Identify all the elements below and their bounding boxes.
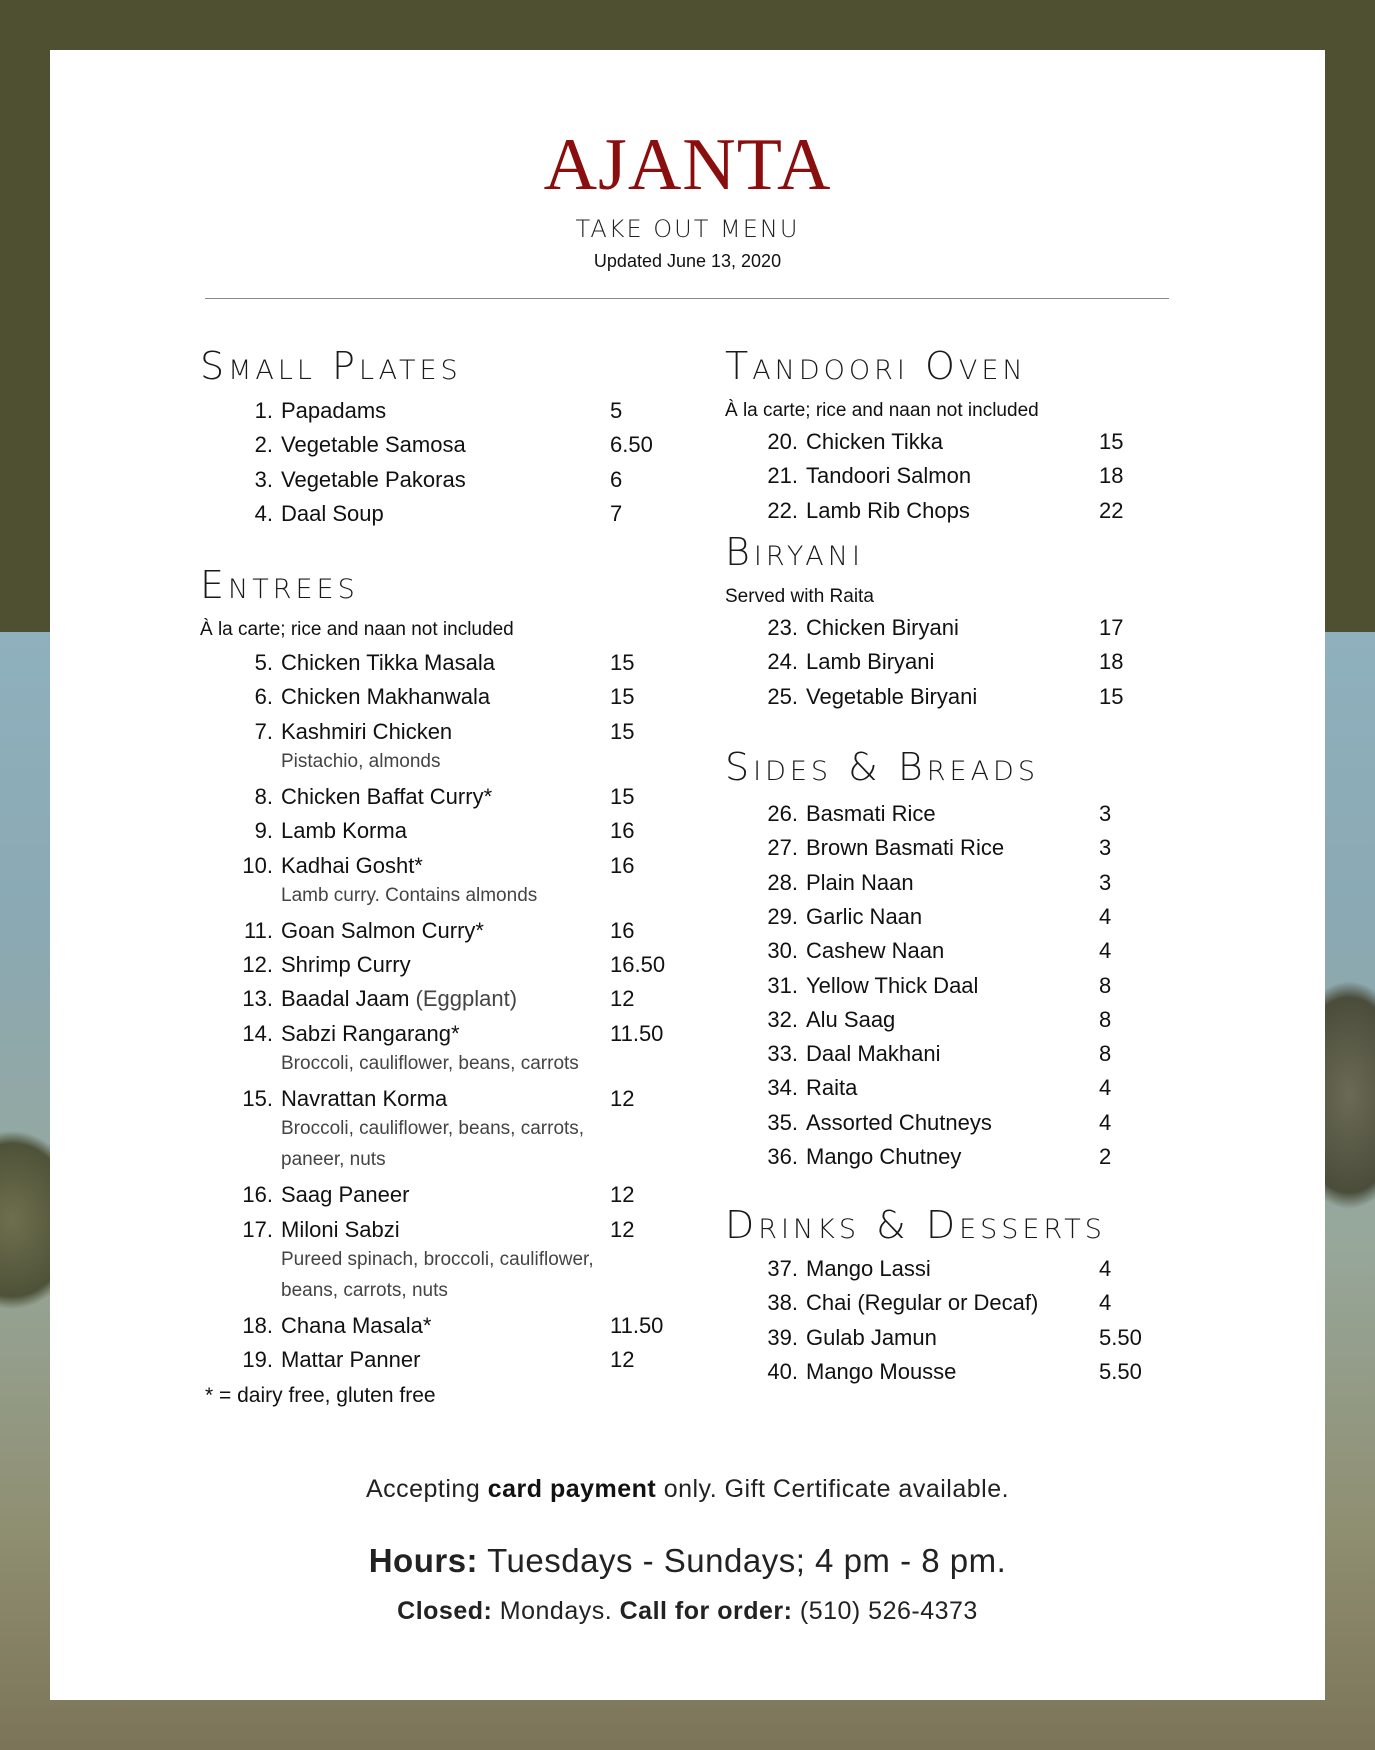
menu-item	[762, 797, 1182, 831]
menu-item	[237, 1082, 687, 1116]
section-title-biryani: Biryani	[725, 530, 864, 574]
menu-item	[762, 494, 1182, 528]
menu-item-number: 6.	[254, 684, 273, 710]
section-title-small-plates: Small Plates	[200, 344, 462, 388]
payment-pre: Accepting	[365, 1475, 488, 1503]
menu-item-price: 4	[1099, 938, 1112, 964]
menu-item	[237, 1178, 687, 1212]
menu-item-description: Lamb curry. Contains almonds	[281, 884, 538, 906]
menu-item-description: paneer, nuts	[281, 1149, 386, 1171]
menu-item-number: 13.	[242, 986, 273, 1012]
menu-item-number: 3.	[254, 466, 273, 492]
menu-item-name: Lamb Korma	[281, 818, 407, 844]
closed-text: Mondays.	[492, 1597, 620, 1625]
menu-item-price: 11.50	[610, 1312, 664, 1338]
menu-item-name: Vegetable Pakoras	[281, 466, 466, 492]
menu-item-price: 6.50	[610, 432, 653, 458]
menu-item	[762, 1140, 1182, 1174]
menu-item-name: Daal Soup	[281, 500, 384, 526]
menu-item-price: 8	[1099, 972, 1112, 998]
menu-item-name: Vegetable Samosa	[281, 432, 466, 458]
payment-bold: card payment	[487, 1475, 657, 1503]
menu-item-number: 31.	[767, 972, 798, 998]
menu-item-price: 12	[610, 1216, 635, 1242]
menu-item-price: 16	[610, 818, 635, 844]
menu-item	[237, 715, 687, 749]
menu-item-name: Daal Makhani	[806, 1041, 941, 1067]
menu-item-number: 21.	[767, 463, 798, 489]
menu-item-number: 5.	[254, 650, 273, 675]
menu-item-name: Kadhai Gosht*	[281, 852, 423, 878]
header-divider	[205, 298, 1169, 299]
menu-item-name: Lamb Rib Chops	[806, 497, 970, 523]
menu-item	[762, 831, 1182, 865]
menu-item-price: 4	[1099, 1290, 1112, 1316]
menu-item-number: 10.	[242, 852, 273, 878]
menu-item-number: 12.	[242, 952, 273, 978]
menu-item	[762, 1355, 1182, 1389]
menu-item-price: 16	[610, 852, 635, 878]
menu-item-price: 5	[610, 398, 623, 423]
menu-item-number: 34.	[767, 1075, 798, 1101]
menu-item-price: 4	[1099, 903, 1112, 929]
menu-item-price: 7	[610, 500, 623, 526]
menu-item-price: 5.50	[1099, 1324, 1142, 1350]
menu-subtitle: TAKE OUT MENU	[575, 215, 800, 243]
menu-item-description: Broccoli, cauliflower, beans, carrots,	[281, 1118, 585, 1140]
menu-item	[237, 1017, 687, 1051]
menu-item-name: Chicken Makhanwala	[281, 684, 491, 710]
hours-text: Tuesdays - Sundays; 4 pm - 8 pm.	[478, 1542, 1007, 1579]
menu-item	[762, 680, 1182, 714]
menu-item	[237, 463, 657, 497]
menu-item-number: 35.	[767, 1109, 798, 1135]
menu-item-number: 39.	[767, 1324, 798, 1350]
menu-item-price: 3	[1099, 801, 1112, 826]
menu-item	[237, 780, 687, 814]
menu-item-name: Garlic Naan	[806, 903, 923, 929]
menu-item	[762, 1071, 1182, 1105]
menu-item	[762, 969, 1182, 1003]
menu-item-name: Lamb Biryani	[806, 649, 935, 675]
menu-item	[762, 425, 1182, 459]
menu-item	[237, 1343, 687, 1377]
menu-item-price: 12	[610, 1347, 635, 1373]
menu-item-number: 27.	[767, 835, 798, 861]
menu-item-name: Chana Masala*	[281, 1312, 432, 1338]
menu-item	[237, 680, 687, 714]
menu-item-number: 14.	[242, 1020, 273, 1046]
menu-item-name: Goan Salmon Curry*	[281, 917, 484, 943]
menu-item	[762, 1106, 1182, 1140]
menu-item-number: 17.	[242, 1216, 273, 1242]
hours-info	[50, 1542, 1325, 1580]
menu-item-name: Sabzi Rangarang*	[281, 1020, 460, 1046]
menu-item	[237, 394, 657, 428]
menu-item-price: 22	[1099, 497, 1124, 523]
closed-label: Closed:	[397, 1597, 493, 1625]
menu-item-description: Pureed spinach, broccoli, cauliflower,	[281, 1248, 594, 1270]
menu-item-name: Basmati Rice	[806, 801, 936, 826]
phone-number: (510) 526-4373	[792, 1597, 978, 1625]
menu-item-price: 15	[610, 684, 635, 710]
menu-item	[237, 948, 687, 982]
menu-item	[762, 611, 1182, 645]
menu-item	[237, 497, 657, 531]
menu-item-description: Pistachio, almonds	[281, 750, 441, 772]
menu-item-name: Alu Saag	[806, 1006, 896, 1032]
menu-item-number: 38.	[767, 1290, 798, 1316]
menu-item-number: 4.	[254, 500, 273, 526]
menu-item-number: 29.	[767, 903, 798, 929]
menu-item-number: 32.	[767, 1006, 798, 1032]
menu-item-number: 18.	[242, 1312, 273, 1338]
menu-item-price: 18	[1099, 649, 1124, 675]
section-title-entrees: Entrees	[200, 563, 359, 607]
menu-item-name: Chicken Tikka	[806, 429, 943, 454]
menu-item-price: 12	[610, 1182, 635, 1208]
menu-item-number: 28.	[767, 869, 798, 895]
entrees-note: À la carte; rice and naan not included	[200, 619, 514, 640]
menu-item-price: 3	[1099, 869, 1112, 895]
menu-item-description: beans, carrots, nuts	[281, 1279, 448, 1301]
menu-item-name: Mango Chutney	[806, 1144, 962, 1169]
menu-item-price: 18	[1099, 463, 1124, 489]
menu-item-number: 37.	[767, 1256, 798, 1281]
menu-item	[762, 1321, 1182, 1355]
menu-item-name: Chicken Baffat Curry*	[281, 783, 493, 809]
menu-item-name: Assorted Chutneys	[806, 1109, 992, 1135]
hours-label: Hours:	[368, 1542, 479, 1579]
menu-item-number: 24.	[767, 649, 798, 675]
biryani-note: Served with Raita	[725, 586, 874, 607]
menu-item-price: 4	[1099, 1109, 1112, 1135]
menu-item-number: 7.	[254, 718, 273, 744]
tandoori-note: À la carte; rice and naan not included	[725, 400, 1039, 421]
menu-item-name: Mango Mousse	[806, 1358, 957, 1384]
menu-item-number: 22.	[767, 497, 798, 523]
menu-item-price: 8	[1099, 1041, 1112, 1067]
payment-post: only. Gift Certificate available.	[656, 1475, 1010, 1503]
menu-item-number: 25.	[767, 683, 798, 709]
menu-item-number: 1.	[254, 398, 273, 423]
menu-item-name: Cashew Naan	[806, 938, 945, 964]
menu-item-name: Saag Paneer	[281, 1182, 410, 1208]
call-label: Call for order:	[619, 1597, 793, 1625]
menu-item-price: 5.50	[1099, 1358, 1142, 1384]
menu-item-price: 15	[610, 650, 635, 675]
menu-item-name: Miloni Sabzi	[281, 1216, 400, 1242]
menu-item-number: 26.	[767, 801, 798, 826]
menu-item-price: 16	[610, 917, 635, 943]
menu-item	[762, 900, 1182, 934]
menu-item-price: 6	[610, 466, 623, 492]
menu-item-name: Shrimp Curry	[281, 952, 411, 978]
menu-item-price: 15	[1099, 683, 1124, 709]
menu-item-price: 12	[610, 986, 635, 1012]
menu-item-name: Chicken Biryani	[806, 615, 959, 640]
menu-item	[762, 1037, 1182, 1071]
updated-date: Updated June 13, 2020	[593, 251, 782, 271]
menu-item-number: 33.	[767, 1041, 798, 1067]
menu-item	[237, 982, 687, 1016]
menu-item-name: Chicken Tikka Masala	[281, 650, 495, 675]
menu-item-name: Papadams	[281, 398, 387, 423]
menu-item-number: 15.	[242, 1086, 273, 1111]
menu-item-number: 2.	[254, 432, 273, 458]
menu-item-name: Chai (Regular or Decaf)	[806, 1290, 1039, 1316]
payment-info	[50, 1475, 1325, 1504]
menu-item-price: 2	[1099, 1144, 1112, 1169]
menu-item-price: 4	[1099, 1256, 1112, 1281]
menu-item	[762, 645, 1182, 679]
menu-item-number: 9.	[254, 818, 273, 844]
menu-item	[237, 646, 687, 680]
menu-item-name: Gulab Jamun	[806, 1324, 937, 1350]
menu-item	[237, 814, 687, 848]
menu-item-extra: (Eggplant)	[409, 986, 518, 1012]
section-title-tandoori: Tandoori Oven	[725, 344, 1027, 388]
menu-item-name: Vegetable Biryani	[806, 683, 978, 709]
menu-item-price: 15	[610, 718, 635, 744]
section-title-drinks: Drinks & Desserts	[725, 1203, 1106, 1247]
menu-item-number: 36.	[767, 1144, 798, 1169]
restaurant-logo: AJANTA	[543, 124, 832, 206]
menu-item-name: Mango Lassi	[806, 1256, 931, 1281]
menu-item-name: Brown Basmati Rice	[806, 835, 1005, 861]
menu-item-name: Tandoori Salmon	[806, 463, 972, 489]
menu-item	[237, 1309, 687, 1343]
menu-item-price: 3	[1099, 835, 1112, 861]
menu-item-name: Raita	[806, 1075, 858, 1101]
menu-item-number: 8.	[254, 783, 273, 809]
menu-item-number: 30.	[767, 938, 798, 964]
menu-item-price: 4	[1099, 1075, 1112, 1101]
menu-item-number: 23.	[767, 615, 798, 640]
menu-item-price: 12	[610, 1086, 635, 1111]
menu-item	[237, 1213, 687, 1247]
menu-item-name: Navrattan Korma	[281, 1086, 448, 1111]
menu-item	[762, 1252, 1182, 1286]
menu-item	[237, 428, 657, 462]
menu-item-number: 40.	[767, 1358, 798, 1384]
menu-item-price: 16.50	[610, 952, 666, 978]
menu-item-number: 11.	[244, 917, 273, 943]
menu-item	[762, 866, 1182, 900]
menu-item-price: 17	[1099, 615, 1124, 640]
menu-item-name: Plain Naan	[806, 869, 914, 895]
menu-item-number: 19.	[242, 1347, 273, 1373]
menu-item	[762, 1286, 1182, 1320]
menu-item	[237, 914, 687, 948]
closed-info	[50, 1597, 1325, 1626]
menu-item-name: Mattar Panner	[281, 1347, 421, 1373]
menu-item-number: 16.	[242, 1182, 273, 1208]
menu-item-price: 11.50	[610, 1020, 664, 1046]
menu-item	[762, 1003, 1182, 1037]
menu-page	[50, 50, 1325, 1700]
dietary-footnote: * = dairy free, gluten free	[205, 1384, 436, 1407]
menu-item	[762, 934, 1182, 968]
section-title-sides: Sides & Breads	[725, 745, 1039, 789]
menu-item-price: 15	[1099, 429, 1124, 454]
menu-item-name: Baadal Jaam (Eggplant)	[281, 986, 518, 1012]
menu-item-description: Broccoli, cauliflower, beans, carrots	[281, 1053, 579, 1074]
menu-item-price: 8	[1099, 1006, 1112, 1032]
menu-item-price: 15	[610, 783, 635, 809]
menu-item	[762, 459, 1182, 493]
menu-item-name: Yellow Thick Daal	[806, 972, 979, 998]
menu-item	[237, 849, 687, 883]
menu-item-number: 20.	[767, 429, 798, 454]
menu-item-name: Kashmiri Chicken	[281, 718, 453, 744]
